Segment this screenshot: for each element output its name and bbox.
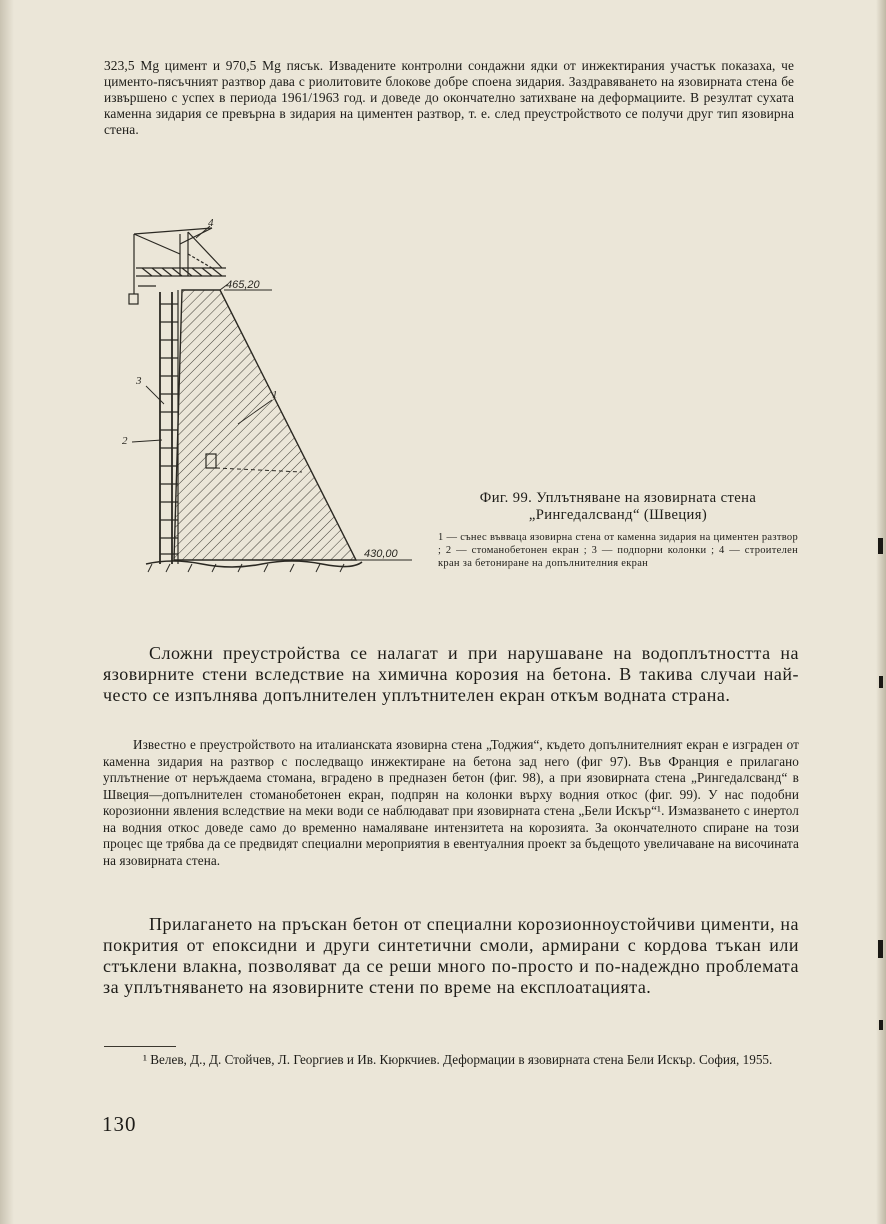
top-paragraph: 323,5 Mg цимент и 970,5 Mg пясък. Извадените контролни сондажни ядки от инжектирания участък показаха, че циментo-пясъчният разтвор дава с риолитовите блокове добре споена зидария. Заздравяването на язовирната стена бе извършено с успех в периода 1961/1963 год. и доведе до окончателно затихване на деформациите. В резултат сухата каменна зидария се превърна в зидария на циментен разтвор, т. е. след преустройството се получи друг тип язовирна стена. [104,58,794,137]
footnote-divider [104,1046,176,1047]
dam-figure [112,214,432,584]
figure-label-4: 4 [208,217,214,229]
page-number: 130 [102,1112,137,1136]
page-edge-left [0,0,14,1224]
figure-caption [438,490,798,570]
scan-mark [879,676,883,688]
figure-label-2: 2 [122,435,128,447]
scan-mark [879,1020,883,1030]
dam-cross-section-drawing [112,214,432,584]
figure-label-1: 1 [272,389,278,401]
dam-body [174,290,356,560]
caption-title-line1: Фиг. 99. Уплътняване на язовирната стена [479,490,757,506]
elevation-bottom-label: 430,00 [364,548,398,560]
scan-mark [878,940,883,958]
page-edge-right [876,0,886,1224]
large-paragraph-2: Прилагането на пръскан бетон от специални корозионноустойчиви цименти, на покрития от епоксидни и други синтетични смоли, армирани с кордова тъкан или стъклени влакна, позволяват да се реши много по-просто и по-надеждно проблемата за уплътняването на язовирните стени по време на експлоатацията. [103,914,799,997]
elevation-top-label: 465,20 [226,279,260,291]
small-paragraph: Известно е преустройството на италианската язовирна стена „Тоджия“, където допълнителният екран е изграден от каменна зидария на разтвор с последващо инжектиране на бетона зад него (фиг 97). Във Франция е прилагано уплътнение от неръждаема стомана, вградено в предназен бетон (фиг. 98), а при язовирната стена „Рингедалсванд“ в Швеция—допълнителен стоманобетонен екран, подпрян на колонки върху водния откос (фиг. 99). У нас подобни корозионни явления вследствие на меки води се наблюдават при язовирната стена „Бели Искър“¹. Измазването с инертол на водния откос доведе само до временно намаляване интензитета на корозията. За окончателното спиране на този процес ще трябва да се предвидят специални мероприятия в евентуалния проект за бъдещото увеличаване на височината на язовирната стена. [103,737,799,868]
figure-label-3: 3 [136,375,142,387]
scan-mark [878,538,883,554]
footnote: ¹ Велев, Д., Д. Стойчев, Л. Георгиев и Ив. Кюркчиев. Деформации в язовирната стена Бели Искър. София, 1955. [143,1052,773,1067]
caption-title-line2: „Рингедалсванд“ (Швеция) [528,507,708,523]
large-paragraph-1: Сложни преустройства се налагат и при нарушаване на водоплътността на язовирните стени вследствие на химична корозия на бетона. В такива случаи най-често се изпълнява допълнителен уплътнителен екран откъм водната страна. [103,643,799,705]
caption-legend: 1 — сънес въвваца язовирна стена от каменна зидария на циментен разтвор ; 2 — стоманобетонен екран ; 3 — подпорни колонки ; 4 — строителен кран за бетониране на допълнителния екран [438,532,798,569]
